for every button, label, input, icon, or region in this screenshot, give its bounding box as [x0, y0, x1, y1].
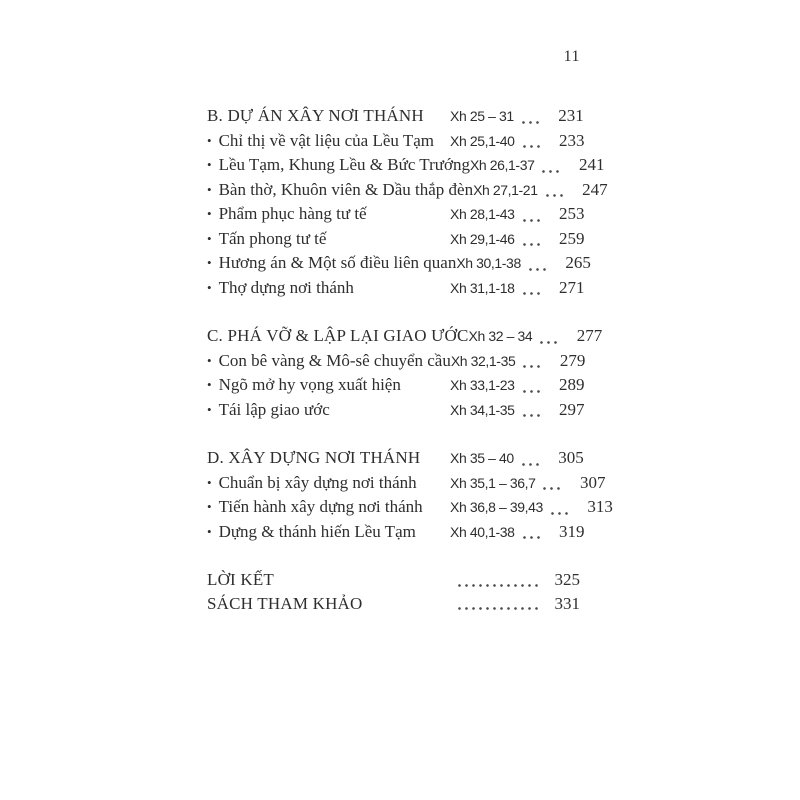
page-number: 11	[563, 48, 580, 65]
bullet-icon: •	[207, 499, 212, 514]
toc-row	[207, 104, 584, 129]
toc-row-page-number: 307	[579, 472, 606, 492]
toc-row-reference: Xh 27,1-21	[473, 181, 538, 198]
bullet-icon: •	[207, 255, 212, 270]
bullet-icon: •	[207, 181, 212, 197]
toc-row-title-text: Bàn thờ, Khuôn viên & Dầu thắp đèn	[218, 179, 474, 199]
toc-row-title-text: Thợ dựng nơi thánh	[218, 277, 354, 297]
toc-row-title-text: LỜI KẾT	[207, 570, 275, 589]
toc-row	[207, 178, 608, 203]
toc-section	[207, 104, 608, 300]
toc-row-title-text: Phẩm phục hàng tư tế	[218, 204, 367, 223]
toc-row-title-text: Ngõ mở hy vọng xuất hiện	[218, 375, 401, 394]
dot-leader	[523, 365, 543, 368]
toc-row-page-number: 265	[565, 253, 591, 272]
toc-row-page-number: 247	[582, 179, 608, 199]
dot-leader	[540, 341, 560, 344]
toc-row-page-number: 331	[554, 593, 580, 613]
toc-section	[207, 324, 603, 422]
toc-row	[207, 495, 613, 520]
toc-row-title-text: C. PHÁ VỠ & LẬP LẠI GIAO ƯỚC	[207, 326, 469, 345]
toc-row-page-number: 289	[559, 375, 585, 394]
toc-row-title-text: Chỉ thị về vật liệu của Lều Tạm	[218, 130, 434, 150]
toc-row-reference: Xh 30,1-38	[456, 255, 521, 271]
bullet-icon: •	[207, 279, 212, 295]
toc-row-title-text: D. XÂY DỰNG NƠI THÁNH	[207, 448, 421, 467]
toc-row	[207, 153, 605, 178]
toc-row-title	[207, 153, 470, 178]
toc-row	[207, 446, 584, 471]
bullet-icon: •	[207, 206, 212, 221]
toc-row-title	[207, 349, 451, 374]
toc-row-page-number: 259	[559, 228, 585, 248]
bullet-icon: •	[207, 352, 212, 368]
dot-leader	[523, 414, 543, 417]
toc-row-page-number: 279	[559, 350, 586, 370]
toc-row-page-number: 271	[559, 277, 585, 297]
dot-leader	[458, 584, 538, 587]
toc-row	[207, 568, 580, 592]
toc-row	[207, 373, 585, 398]
dot-leader	[522, 121, 542, 124]
toc-row-title	[207, 202, 450, 227]
toc-row-page-number: 241	[578, 155, 605, 174]
toc-row-reference: Xh 35,1 – 36,7	[450, 474, 536, 491]
toc-row-reference: Xh 32 – 34	[468, 328, 533, 344]
toc-row-reference: Xh 28,1-43	[450, 206, 515, 222]
toc-row-title	[207, 324, 469, 348]
toc-row-title	[207, 446, 450, 470]
toc-row-reference: Xh 31,1-18	[450, 279, 515, 296]
toc-row-title-text: Tái lập giao ước	[218, 399, 330, 419]
dot-leader	[458, 607, 538, 610]
toc-row-title-text: Lều Tạm, Khung Lều & Bức Trướng	[218, 155, 470, 174]
bullet-icon: •	[207, 157, 212, 172]
toc-row	[207, 129, 585, 154]
dot-leader	[551, 512, 571, 515]
dot-leader	[523, 145, 543, 148]
toc-row-title-text: Hương án & Một số điều liên quan	[218, 253, 457, 272]
toc-row-page-number: 319	[559, 521, 585, 541]
toc-row-page-number: 233	[559, 130, 585, 150]
toc-row-page-number: 305	[558, 448, 584, 467]
toc-row-title	[207, 495, 450, 520]
toc-row-title-text: B. DỰ ÁN XÂY NƠI THÁNH	[207, 106, 424, 125]
toc-row	[207, 592, 580, 616]
toc-row-page-number: 253	[559, 204, 585, 223]
dot-leader	[542, 170, 562, 173]
bullet-icon: •	[207, 132, 212, 148]
toc-row-title-text: Con bê vàng & Mô-sê chuyển cầu	[218, 350, 451, 370]
toc-row-reference: Xh 29,1-46	[450, 230, 515, 247]
dot-leader	[523, 219, 543, 222]
dot-leader	[543, 487, 563, 490]
toc-row-page-number: 277	[576, 326, 603, 345]
dot-leader	[523, 390, 543, 393]
toc-footer-section	[207, 568, 580, 615]
toc-row	[207, 276, 585, 301]
toc-row-title	[207, 592, 450, 616]
toc-row-page-number: 325	[554, 570, 580, 589]
dot-leader	[523, 243, 543, 246]
toc-row-reference: Xh 34,1-35	[450, 401, 515, 418]
toc-row-reference: Xh 36,8 – 39,43	[450, 499, 543, 515]
bullet-icon: •	[207, 474, 212, 490]
toc-row-reference: Xh 26,1-37	[469, 157, 535, 173]
toc-row-reference: Xh 35 – 40	[450, 450, 514, 466]
toc-row-title	[207, 398, 450, 423]
toc-row-title	[207, 568, 450, 592]
toc-row	[207, 398, 585, 423]
toc-row	[207, 227, 585, 252]
dot-leader	[523, 292, 543, 295]
toc-row-title	[207, 178, 473, 203]
toc-row-page-number: 313	[587, 497, 613, 516]
toc-row	[207, 349, 586, 374]
toc-row-page-number: 231	[558, 106, 584, 125]
toc-row-reference: Xh 33,1-23	[450, 377, 515, 393]
dot-leader	[546, 194, 566, 197]
toc-row-reference: Xh 32,1-35	[450, 352, 516, 369]
toc-row-title-text: SÁCH THAM KHẢO	[207, 593, 363, 613]
toc-section	[207, 446, 613, 544]
bullet-icon: •	[207, 377, 212, 392]
dot-leader	[529, 268, 549, 271]
toc-row-title	[207, 104, 450, 128]
toc-row-title	[207, 251, 456, 276]
toc-row	[207, 471, 606, 496]
toc-row	[207, 520, 585, 545]
toc-row-page-number: 297	[559, 399, 585, 419]
toc-row-title-text: Tiến hành xây dựng nơi thánh	[218, 497, 423, 516]
toc-row-title	[207, 129, 450, 154]
toc-row	[207, 202, 585, 227]
toc-row	[207, 251, 591, 276]
toc-row-title-text: Dựng & thánh hiến Lều Tạm	[218, 521, 416, 541]
toc-row-reference: Xh 40,1-38	[450, 523, 515, 540]
toc-row-reference: Xh 25 – 31	[450, 108, 514, 124]
toc-row	[207, 324, 603, 349]
toc-row-title-text: Tấn phong tư tế	[218, 228, 327, 248]
dot-leader	[523, 536, 543, 539]
bullet-icon: •	[207, 401, 212, 417]
toc-row-title	[207, 276, 450, 301]
bullet-icon: •	[207, 230, 212, 246]
toc-row-title	[207, 227, 450, 252]
toc-row-title-text: Chuẩn bị xây dựng nơi thánh	[218, 472, 417, 492]
toc-row-title	[207, 373, 450, 398]
toc-row-title	[207, 520, 450, 545]
toc-row-reference: Xh 25,1-40	[450, 132, 515, 149]
table-of-contents	[207, 104, 613, 615]
bullet-icon: •	[207, 523, 212, 539]
dot-leader	[522, 463, 542, 466]
toc-row-title	[207, 471, 450, 496]
